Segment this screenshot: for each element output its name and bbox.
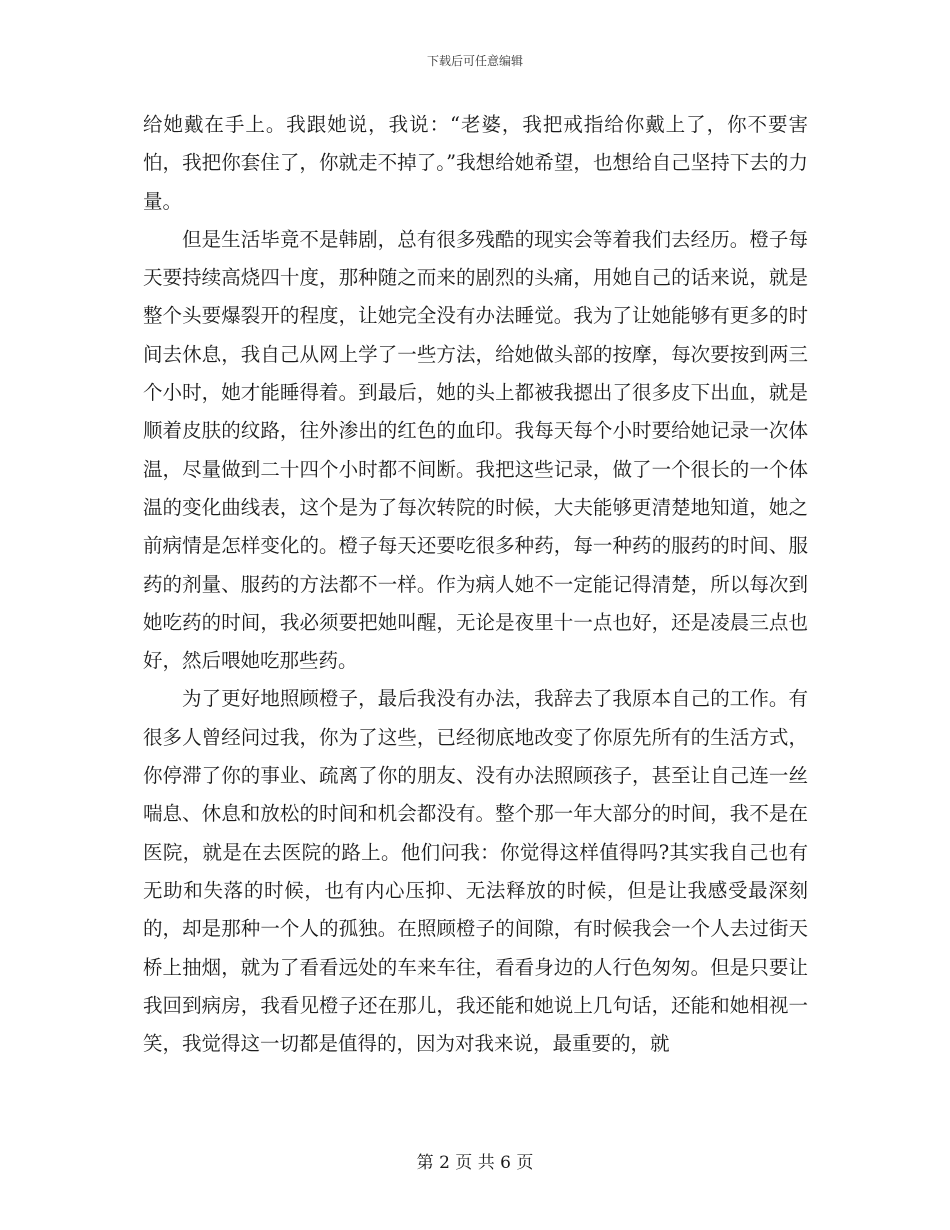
page-header-note: 下载后可任意编辑 xyxy=(426,54,523,68)
page-number-footer: 第 2 页 共 6 页 xyxy=(416,1153,534,1173)
paragraph-2: 但是生活毕竟不是韩剧，总有很多残酷的现实会等着我们去经历。橙子每天要持续高烧四十度，那种随之而来的剧烈的头痛，用她自己的话来说，就是整个头要爆裂开的程度，让她完全没有办法睡觉。我为了让她能够有更多的时间去休息，我自己从网上学了一些方法，给她做头部的按摩，每次要按到两三个小时，她才能睡得着。到最后，她的头上都被我摁出了很多皮下出血，就是顺着皮肤的纹路，往外渗出的红色的血印。我每天每个小时要给她记录一次体温，尽量做到二十四个小时都不间断。我把这些记录，做了一个很长的一个体温的变化曲线表，这个是为了每次转院的时候，大夫能够更清楚地知道，她之前病情是怎样变化的。橙子每天还要吃很多种药，每一种药的服药的时间、服药的剂量、服药的方法都不一样。作为病人她不一定能记得清楚，所以每次到她吃药的时间，我必须要把她叫醒，无论是夜里十一点也好，还是凌晨三点也好，然后喂她吃那些药。 xyxy=(143,227,808,673)
paragraph-3: 为了更好地照顾橙子，最后我没有办法，我辞去了我原本自己的工作。有很多人曾经问过我，你为了这些，已经彻底地改变了你原先所有的生活方式，你停滞了你的事业、疏离了你的朋友、没有办法照顾孩子，甚至让自己连一丝喘息、休息和放松的时间和机会都没有。整个那一年大部分的时间，我不是在医院，就是在去医院的路上。他们问我：你觉得这样值得吗?其实我自己也有无助和失落的时候，也有内心压抑、无法释放的时候，但是让我感受最深刻的，却是那种一个人的孤独。在照顾橙子的间隙，有时候我会一个人去过街天桥上抽烟，就为了看看远处的车来车往，看看身边的人行色匆匆。但是只要让我回到病房，我看见橙子还在那儿，我还能和她说上几句话，还能和她相视一笑，我觉得这一切都是值得的，因为对我来说，最重要的，就 xyxy=(143,687,808,1056)
paragraph-1: 给她戴在手上。我跟她说，我说：“老婆，我把戒指给你戴上了，你不要害怕，我把你套住了，你就走不掉了。”我想给她希望，也想给自己坚持下去的力量。 xyxy=(143,113,808,213)
document-body xyxy=(143,106,808,1063)
